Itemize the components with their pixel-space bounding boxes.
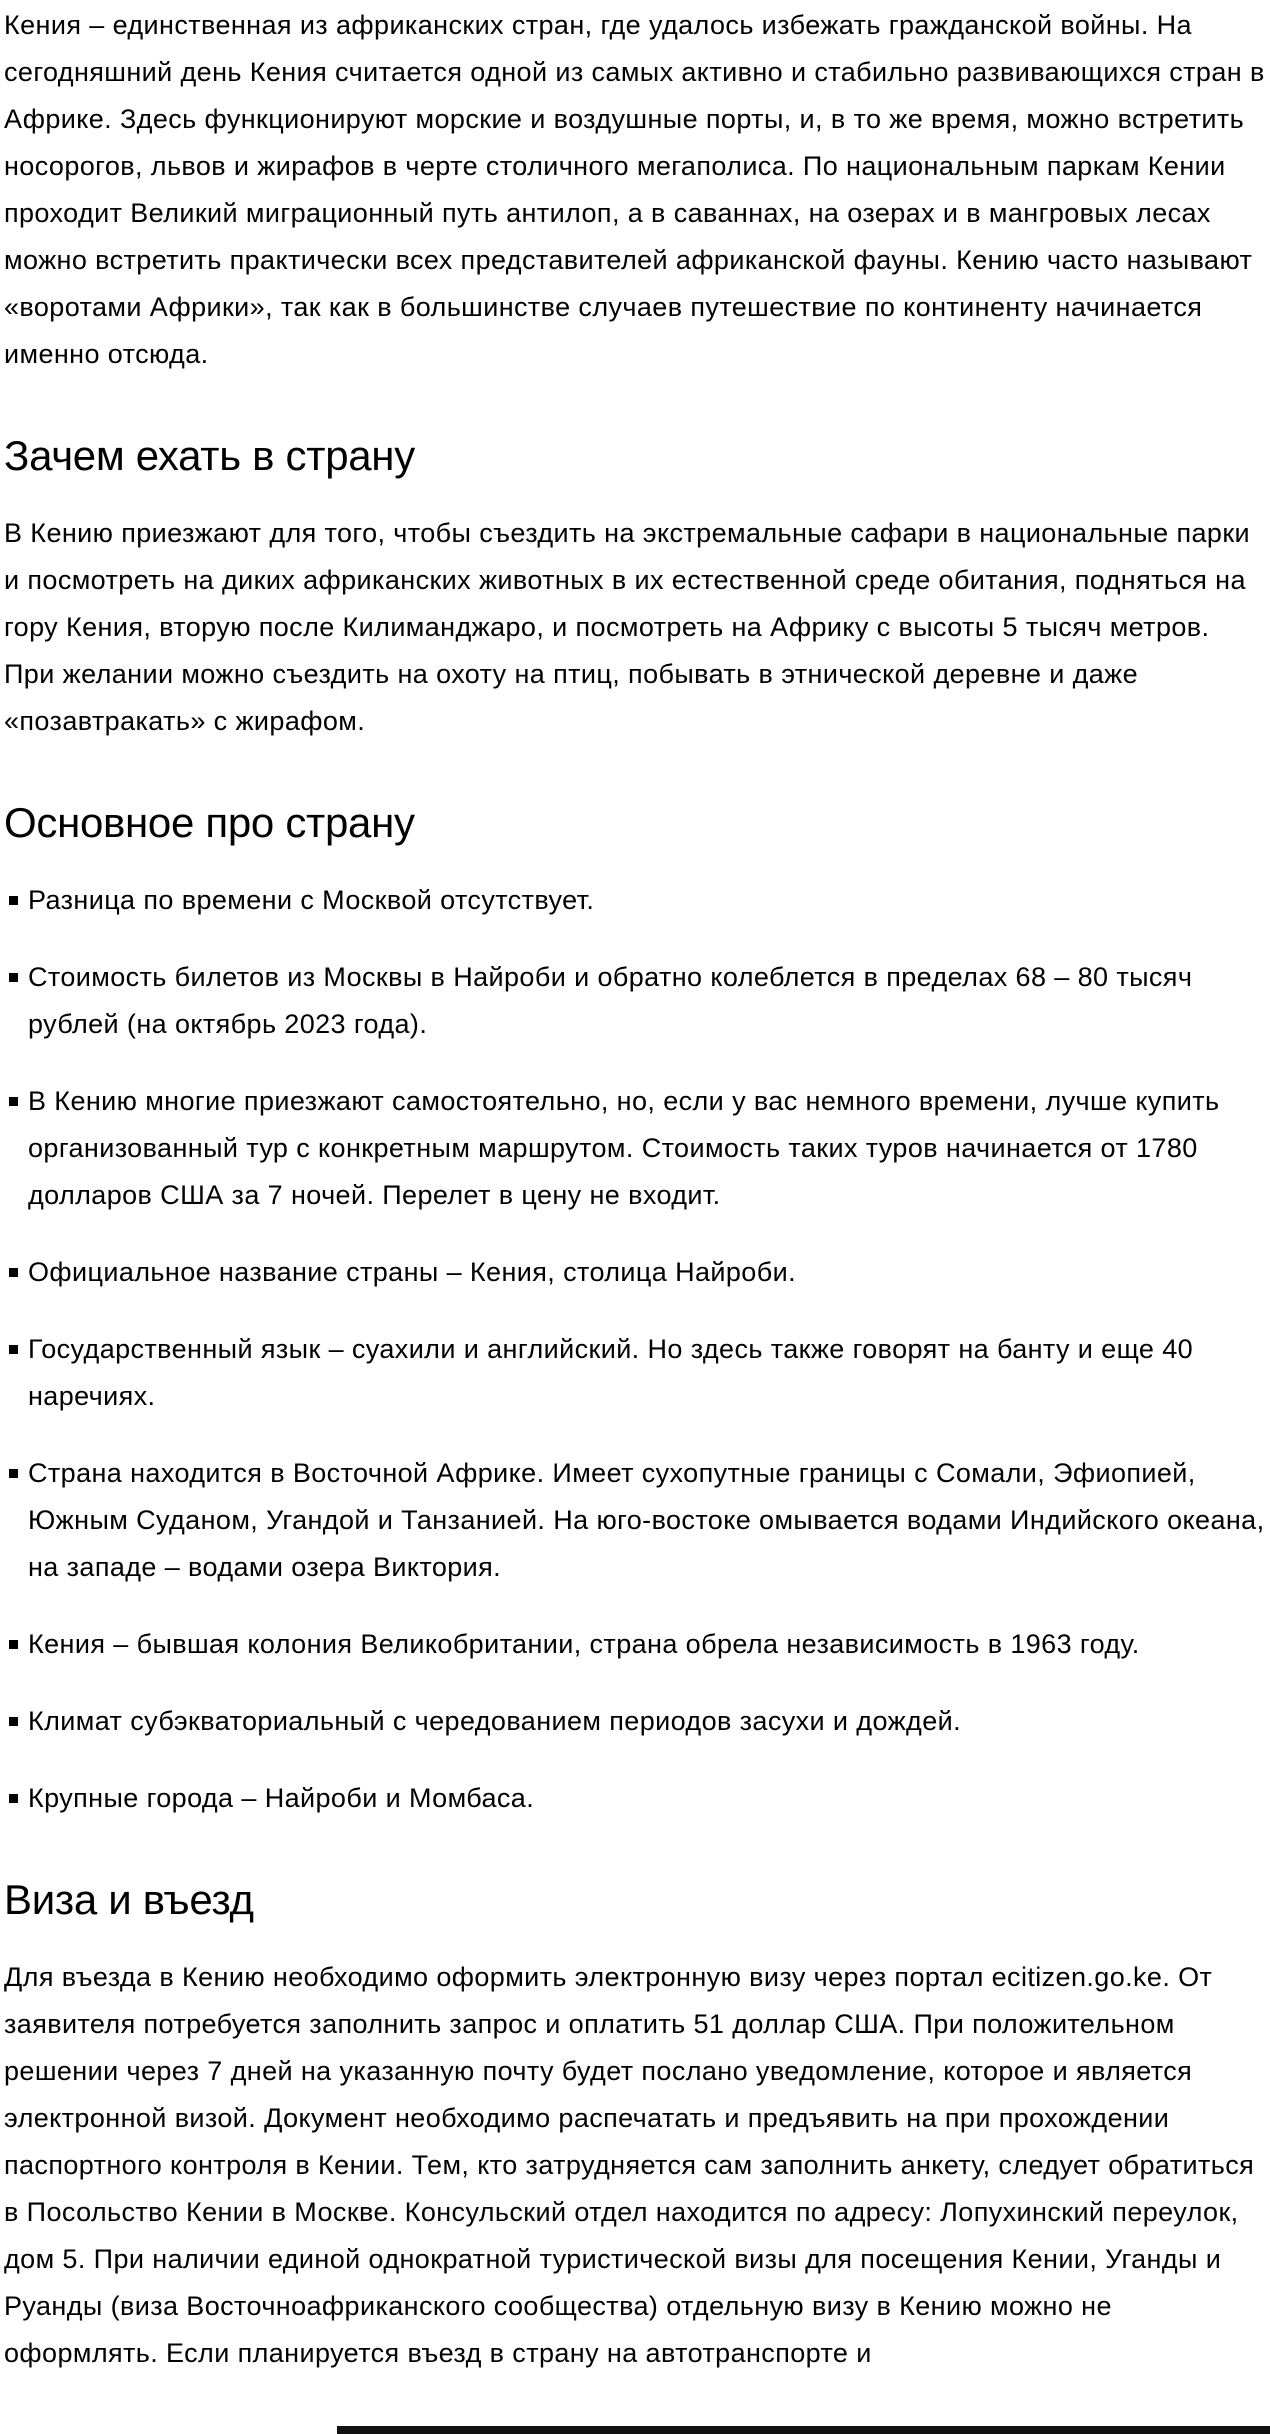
list-item-text: Крупные города – Найроби и Момбаса. bbox=[28, 1783, 535, 1813]
bottom-divider-bar bbox=[337, 2426, 1270, 2434]
list-item bbox=[4, 877, 1266, 924]
list-item-text: Разница по времени с Москвой отсутствует. bbox=[28, 885, 595, 915]
square-bullet-icon bbox=[9, 1345, 18, 1354]
section-heading-why-go: Зачем ехать в страну bbox=[4, 432, 415, 479]
list-item-text: Официальное название страны – Кения, столица Найроби. bbox=[28, 1257, 796, 1287]
list-item-text: Кения – бывшая колония Великобритании, страна обрела независимость в 1963 году. bbox=[28, 1629, 1140, 1659]
list-item bbox=[4, 1775, 1266, 1822]
list-item-text: Страна находится в Восточной Африке. Имеет сухопутные границы с Сомали, Эфиопией, Южным Суданом, Угандой и Танзанией. На юго-востоке омывается водами Индийского океана, на западе – водами озера Виктория. bbox=[28, 1458, 1265, 1582]
square-bullet-icon bbox=[9, 896, 18, 905]
list-item-text: В Кению многие приезжают самостоятельно, но, если у вас немного времени, лучше купить организованный тур с конкретным маршрутом. Стоимость таких туров начинается от 1780 долларов США за 7 ночей. Перелет в цену не входит. bbox=[28, 1086, 1220, 1210]
square-bullet-icon bbox=[9, 1469, 18, 1478]
list-item-text: Климат субэкваториальный с чередованием периодов засухи и дождей. bbox=[28, 1706, 961, 1736]
list-item bbox=[4, 1326, 1266, 1420]
square-bullet-icon bbox=[9, 1268, 18, 1277]
visa-paragraph: Для въезда в Кению необходимо оформить электронную визу через портал ecitizen.go.ke. От заявителя потребуется заполнить запрос и оплатить 51 доллар США. При положительном решении через 7 дней на указанную почту будет послано уведомление, которое и является электронной визой. Документ необходимо распечатать и предъявить на при прохождении паспортного контроля в Кении. Тем, кто затрудняется сам заполнить анкету, следует обратиться в Посольство Кении в Москве. Консульский отдел находится по адресу: Лопухинский переулок, дом 5. При наличии единой однократной туристической визы для посещения Кении, Уганды и Руанды (виза Восточноафриканского сообщества) отдельную визу в Кению можно не оформлять. Если планируется въезд в страну на автотранспорте и bbox=[4, 1962, 1255, 2368]
square-bullet-icon bbox=[9, 1717, 18, 1726]
square-bullet-icon bbox=[9, 973, 18, 982]
section-heading-visa: Виза и въезд bbox=[4, 1876, 254, 1923]
list-item bbox=[4, 1450, 1266, 1591]
section-heading-basics: Основное про страну bbox=[4, 799, 415, 846]
list-item bbox=[4, 1249, 1266, 1296]
square-bullet-icon bbox=[9, 1640, 18, 1649]
list-item bbox=[4, 1698, 1266, 1745]
list-item-text: Государственный язык – суахили и английский. Но здесь также говорят на банту и еще 40 наречиях. bbox=[28, 1334, 1194, 1411]
list-item-text: Стоимость билетов из Москвы в Найроби и обратно колеблется в пределах 68 – 80 тысяч рублей (на октябрь 2023 года). bbox=[28, 962, 1193, 1039]
intro-paragraph: Кения – единственная из африканских стран, где удалось избежать гражданской войны. На сегодняшний день Кения считается одной из самых активно и стабильно развивающихся стран в Африке. Здесь функционируют морские и воздушные порты, и, в то же время, можно встретить носорогов, львов и жирафов в черте столичного мегаполиса. По национальным паркам Кении проходит Великий миграционный путь антилоп, а в саваннах, на озерах и в мангровых лесах можно встретить практически всех представителей африканской фауны. Кению часто называют «воротами Африки», так как в большинстве случаев путешествие по континенту начинается именно отсюда. bbox=[4, 10, 1265, 369]
why-go-paragraph: В Кению приезжают для того, чтобы съездить на экстремальные сафари в национальные парки и посмотреть на диких африканских животных в их естественной среде обитания, подняться на гору Кения, вторую после Килиманджаро, и посмотреть на Африку с высоты 5 тысяч метров. При желании можно съездить на охоту на птиц, побывать в этнической деревне и даже «позавтракать» с жирафом. bbox=[4, 518, 1251, 736]
list-item bbox=[4, 954, 1266, 1048]
list-item bbox=[4, 1078, 1266, 1219]
list-item bbox=[4, 1621, 1266, 1668]
square-bullet-icon bbox=[9, 1794, 18, 1803]
square-bullet-icon bbox=[9, 1097, 18, 1106]
basics-list bbox=[4, 877, 1266, 1822]
